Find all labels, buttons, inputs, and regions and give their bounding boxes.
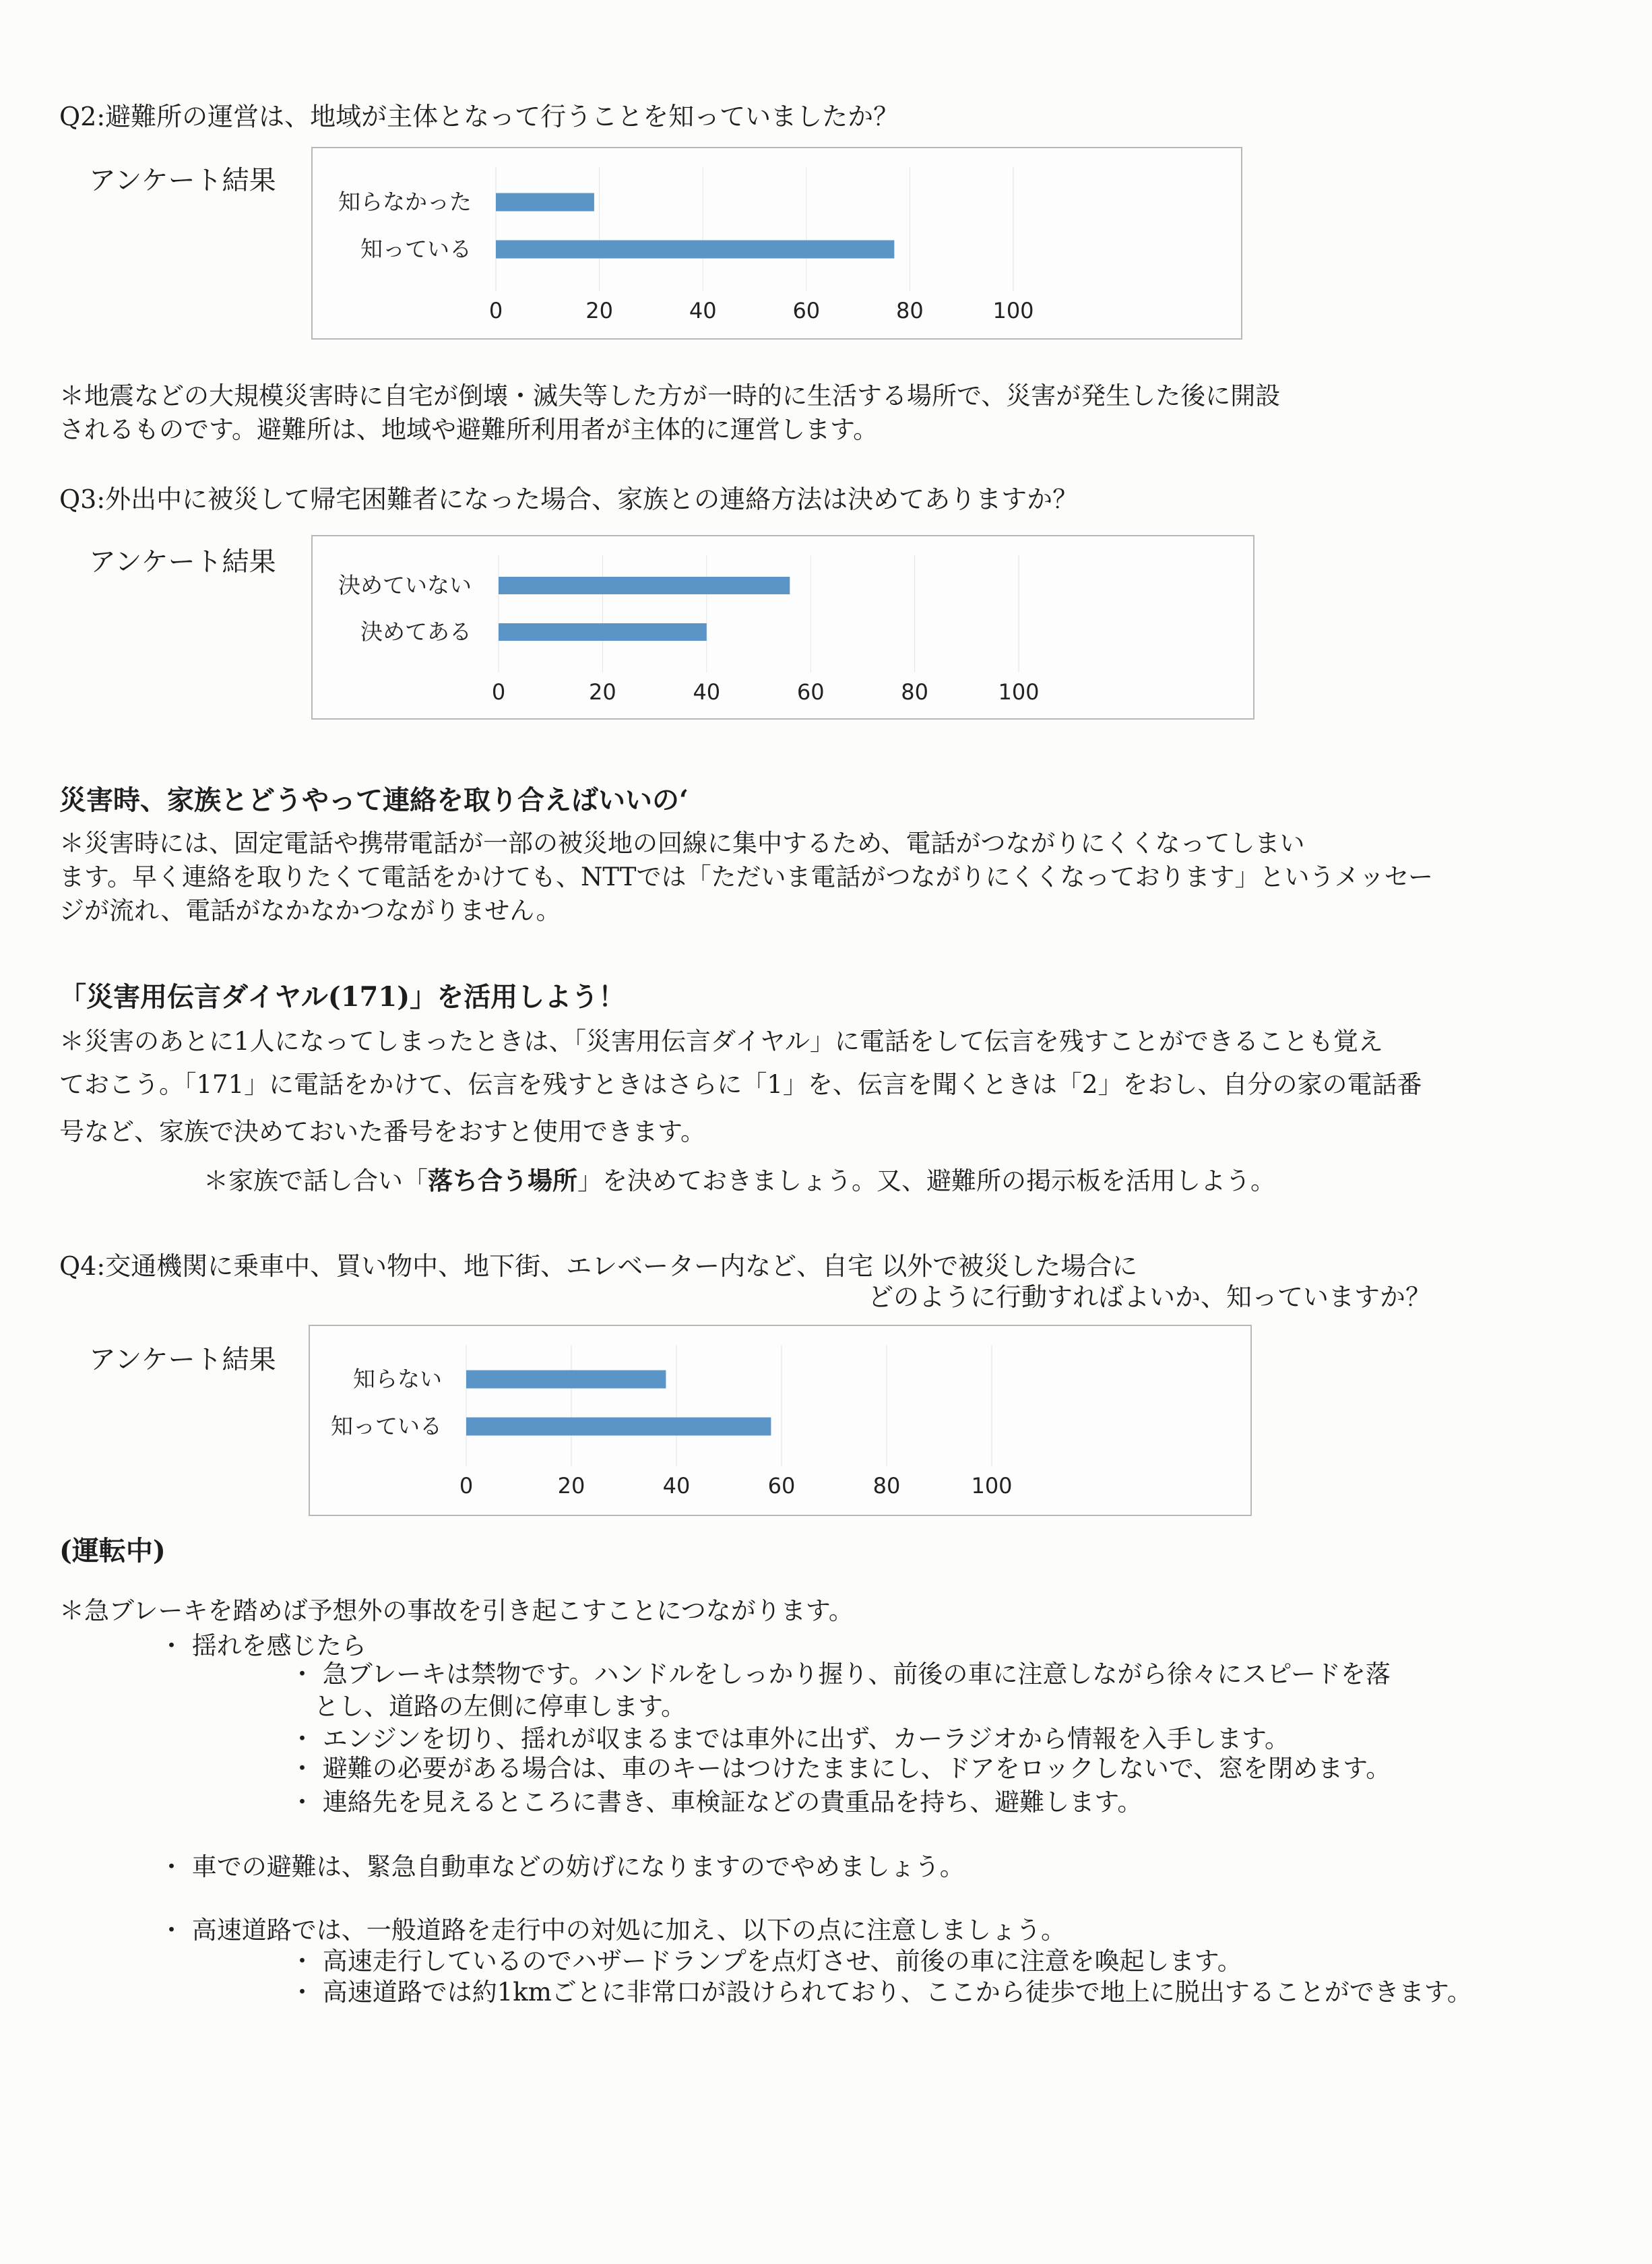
tick-label: 0 [491, 679, 506, 705]
dial171-note-bold: 落ち合う場所 [428, 1166, 577, 1195]
contact-line1: ＊災害時には、固定電話や携帯電話が一部の被災地の回線に集中するため、電話がつながりにくくなってしまい [59, 829, 1305, 858]
bar [496, 193, 594, 212]
driving-intro: ＊急ブレーキを踏めば予想外の事故を引き起こすことにつながります。 [59, 1596, 854, 1625]
dial171-line3: 号など、家族で決めておいた番号をおすと使用できます。 [59, 1117, 706, 1146]
category-label: 知らない [353, 1366, 442, 1392]
q3-chart [311, 535, 1254, 720]
q3-question: Q3:外出中に被災して帰宅困難者になった場合、家族との連絡方法は決めてありますか？ [59, 484, 1079, 514]
chart-svg [313, 536, 1253, 718]
driving-sub5: ・ 高速走行しているのでハザードランプを点灯させ、前後の車に注意を喚起します。 [290, 1947, 1242, 1976]
q4-question-line2: どのように行動すればよいか、知っていますか？ [868, 1282, 1432, 1312]
tick-label: 40 [689, 298, 717, 323]
tick-label: 20 [585, 298, 613, 323]
tick-label: 80 [872, 1473, 901, 1499]
bar [466, 1418, 771, 1436]
driving-sub3: ・ 避難の必要がある場合は、車のキーはつけたままにし、ドアをロックしないで、窓を閉めます。 [290, 1754, 1391, 1783]
driving-sub2: ・ エンジンを切り、揺れが収まるまでは車外に出ず、カーラジオから情報を入手します。 [290, 1724, 1290, 1753]
tick-label: 80 [901, 679, 928, 705]
dial171-line2: ておこう。「171」に電話をかけて、伝言を残すときはさらに「1」を、伝言を聞くときは「2」をおし、自分の家の電話番 [59, 1070, 1422, 1099]
q2-chart [311, 147, 1242, 340]
bar [499, 577, 790, 594]
dial171-note [203, 1159, 1275, 1203]
tick-label: 0 [459, 1473, 474, 1499]
tick-label: 20 [589, 679, 616, 705]
driving-sub1-line1: ・ 急ブレーキは禁物です。ハンドルをしっかり握り、前後の車に注意しながら徐々にスピードを落 [290, 1660, 1391, 1689]
q2-note-line2: されるものです。避難所は、地域や避難所利用者が主体的に運営します。 [59, 415, 879, 444]
driving-heading: (運転中) [59, 1535, 166, 1567]
q2-note-line1: ＊地震などの大規模災害時に自宅が倒壊・滅失等した方が一時的に生活する場所で、災害が発生した後に開設 [59, 381, 1281, 410]
contact-heading: 災害時、家族とどうやって連絡を取り合えばいいの‘ [59, 784, 689, 816]
tick-label: 80 [896, 298, 924, 323]
dial171-heading: 「災害用伝言ダイヤル(171)」を活用しよう！ [59, 981, 626, 1013]
category-label: 決めてある [360, 619, 472, 645]
q2-question: Q2:避難所の運営は、地域が主体となって行うことを知っていましたか？ [59, 102, 899, 131]
tick-label: 60 [792, 298, 821, 323]
q3-survey-label: アンケート結果 [89, 546, 276, 577]
category-label: 知っている [331, 1413, 442, 1439]
tick-label: 20 [557, 1473, 585, 1499]
dial171-note-pre: ＊家族で話し合い「 [203, 1166, 428, 1195]
dial171-line1: ＊災害のあとに1人になってしまったときは、「災害用伝言ダイヤル」に電話をして伝言を残すことができることも覚え [59, 1027, 1383, 1056]
bar [499, 623, 707, 641]
tick-label: 40 [693, 679, 721, 705]
driving-sub6: ・ 高速道路では約1kmごとに非常口が設けられており、ここから徒歩で地上に脱出することができます。 [290, 1978, 1472, 2007]
category-label: 決めていない [338, 572, 472, 598]
tick-label: 60 [796, 679, 825, 705]
bar [466, 1371, 666, 1389]
driving-sub1-line2: とし、道路の左側に停車します。 [314, 1692, 687, 1721]
chart-svg [313, 148, 1241, 338]
tick-label: 100 [998, 679, 1040, 705]
driving-bullet1: ・ 揺れを感じたら [159, 1631, 367, 1660]
q4-question-line1: Q4:交通機関に乗車中、買い物中、地下街、エレベーター内など、自宅 以外で被災した場合に [59, 1251, 1138, 1281]
tick-label: 100 [992, 298, 1034, 323]
contact-line3: ジが流れ、電話がなかなかつながりません。 [59, 896, 561, 925]
category-label: 知らなかった [338, 189, 472, 215]
driving-sub4: ・ 連絡先を見えるところに書き、車検証などの貴重品を持ち、避難します。 [290, 1788, 1143, 1817]
contact-line2: ます。早く連絡を取りたくて電話をかけても、NTTでは「ただいま電話がつながりにくくなっております」というメッセー [59, 862, 1433, 891]
bar [496, 241, 894, 259]
q2-survey-label: アンケート結果 [89, 165, 276, 196]
chart-svg [310, 1326, 1250, 1515]
tick-label: 40 [662, 1473, 691, 1499]
tick-label: 60 [767, 1473, 796, 1499]
tick-label: 100 [971, 1473, 1013, 1499]
tick-label: 0 [488, 298, 503, 323]
category-label: 知っている [360, 236, 472, 262]
dial171-note-post: 」を決めておきましょう。又、避難所の掲示板を活用しよう。 [577, 1166, 1275, 1195]
driving-bullet3: ・ 高速道路では、一般道路を走行中の対処に加え、以下の点に注意しましょう。 [159, 1916, 1066, 1945]
driving-bullet2: ・ 車での避難は、緊急自動車などの妨げになりますのでやめましょう。 [159, 1852, 965, 1881]
q4-survey-label: アンケート結果 [89, 1344, 276, 1375]
q4-chart [309, 1325, 1252, 1516]
